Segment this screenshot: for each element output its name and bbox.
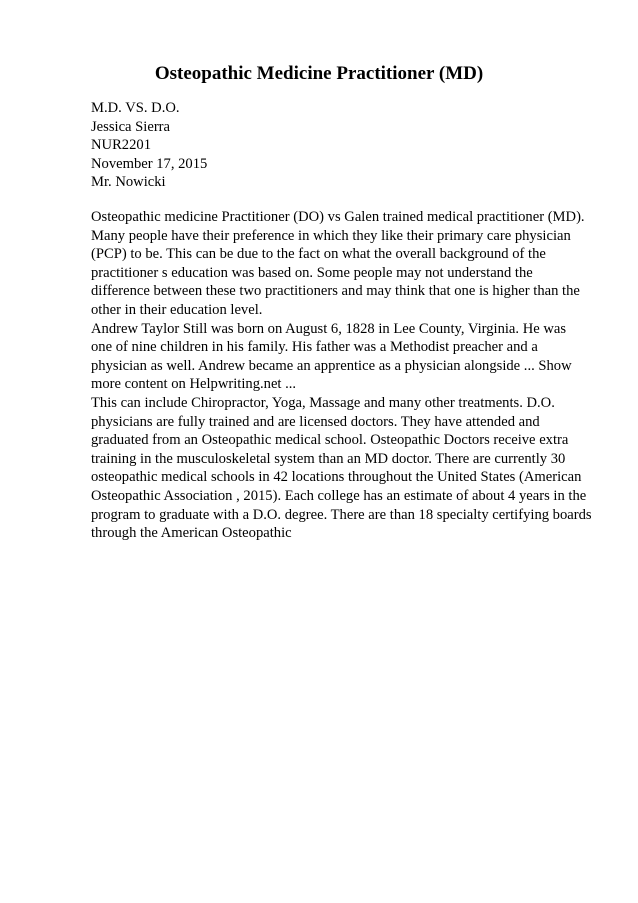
paragraph-line: more content on Helpwriting.net ... bbox=[91, 376, 297, 393]
paragraph-line: osteopathic medical schools in 42 locations throughout the United States (American bbox=[91, 469, 582, 486]
header-subtitle: M.D. VS. D.O. bbox=[91, 100, 180, 116]
paragraph-line: practitioner s education was based on. Some people may not understand the bbox=[91, 264, 533, 281]
paragraph-line: training in the musculoskeletal system than an MD doctor. There are currently 30 bbox=[91, 450, 566, 467]
document-header bbox=[91, 99, 601, 192]
paragraph-line: Many people have their preference in which they like their primary care physician bbox=[91, 227, 571, 244]
paragraph-line: Andrew Taylor Still was born on August 6, 1828 in Lee County, Virginia. He was bbox=[91, 320, 567, 337]
paragraph-1 bbox=[91, 208, 601, 320]
paragraph-line: This can include Chiropractor, Yoga, Massage and many other treatments. D.O. bbox=[91, 394, 555, 411]
paragraph-line: Osteopathic Association , 2015). Each college has an estimate of about 4 years in the bbox=[91, 487, 587, 504]
header-course: NUR2201 bbox=[91, 137, 151, 154]
paragraph-line: other in their education level. bbox=[91, 301, 263, 318]
paragraph-line: graduated from an Osteopathic medical school. Osteopathic Doctors receive extra bbox=[91, 432, 569, 449]
paragraph-line: physician as well. Andrew became an apprentice as a physician alongside ... Show bbox=[91, 357, 572, 374]
header-date: November 17, 2015 bbox=[91, 155, 208, 172]
header-author: Jessica Sierra bbox=[91, 118, 171, 135]
paragraph-line: one of nine children in his family. His father was a Methodist preacher and a bbox=[91, 339, 538, 356]
paragraph-line: (PCP) to be. This can be due to the fact on what the overall background of the bbox=[91, 246, 546, 263]
paragraph-line: difference between these two practitioners and may think that one is higher than the bbox=[91, 283, 580, 300]
paragraph-2 bbox=[91, 320, 601, 394]
paragraph-line: physicians are fully trained and are licensed doctors. They have attended and bbox=[91, 413, 540, 430]
header-instructor: Mr. Nowicki bbox=[91, 174, 166, 191]
document-title: Osteopathic Medicine Practitioner (MD) bbox=[154, 63, 484, 84]
paragraph-3 bbox=[91, 394, 601, 543]
paragraph-line: through the American Osteopathic bbox=[91, 525, 292, 542]
paragraph-line: Osteopathic medicine Practitioner (DO) vs Galen trained medical practitioner (MD). bbox=[91, 209, 585, 225]
paragraph-line: program to graduate with a D.O. degree. There are than 18 specialty certifying boards bbox=[91, 506, 592, 523]
document-body bbox=[91, 208, 601, 543]
